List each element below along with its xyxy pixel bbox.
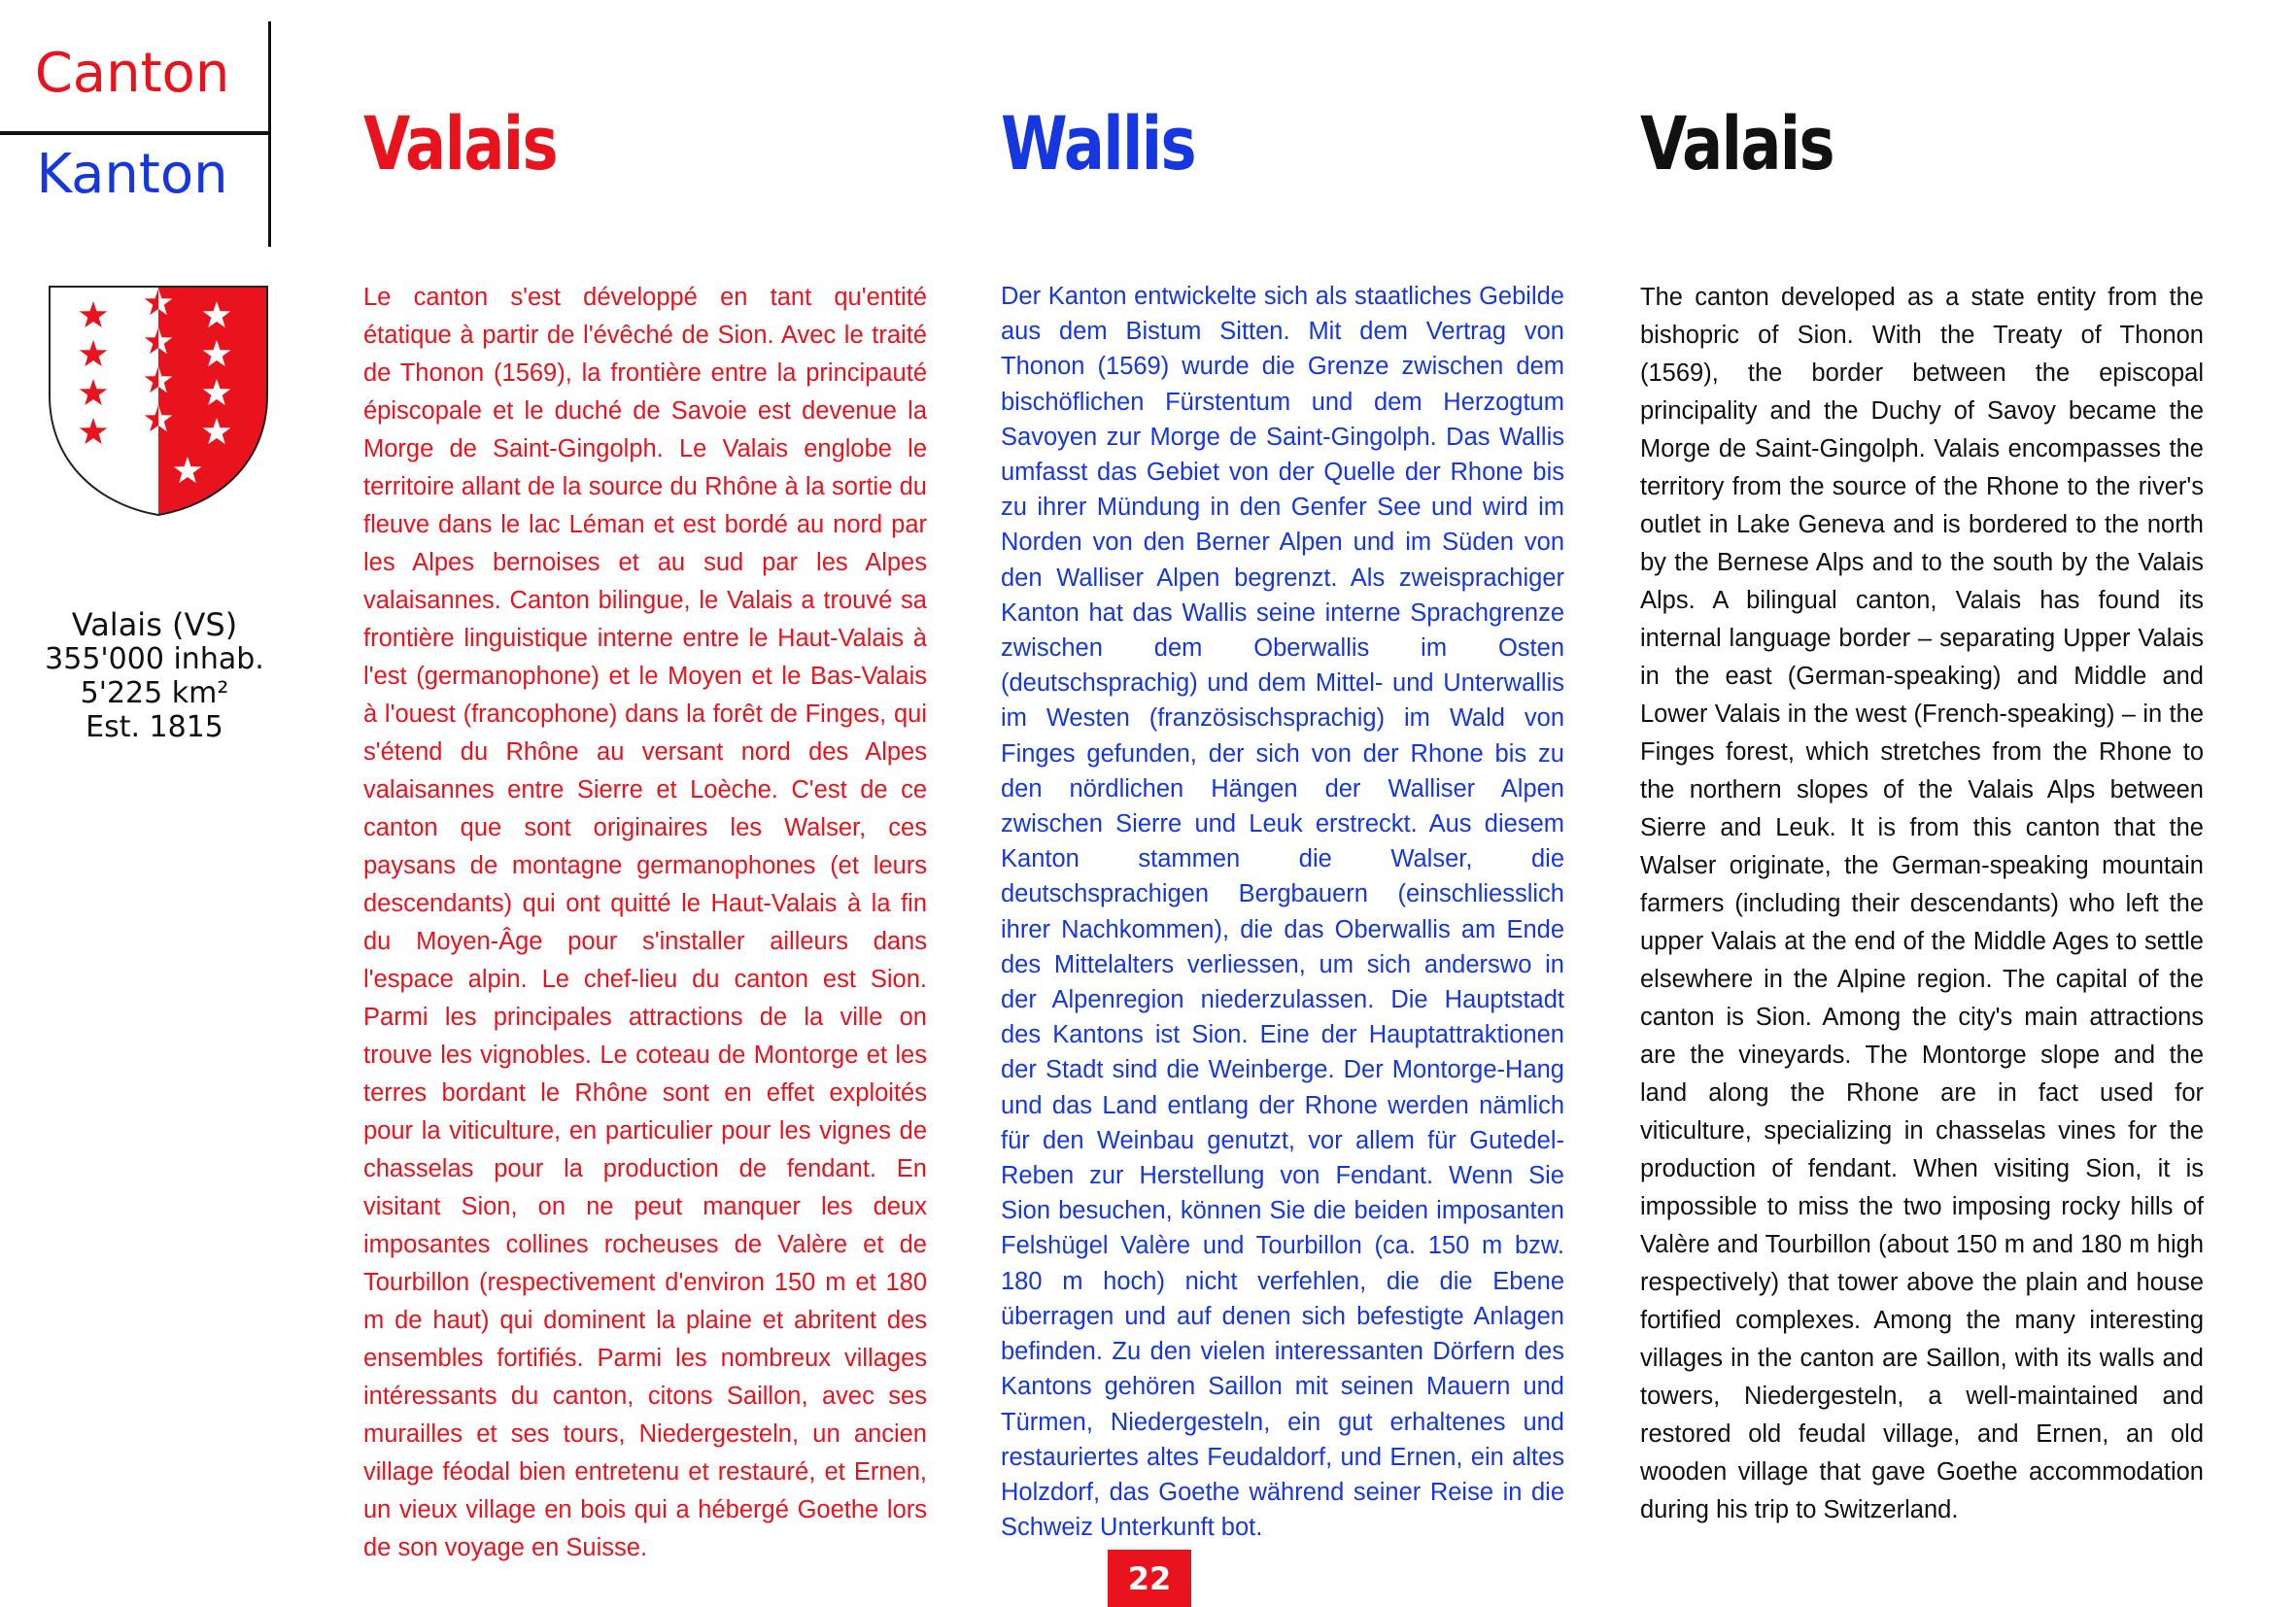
canton-population: 355'000 inhab.: [45, 642, 264, 676]
canton-name: Valais (VS): [71, 606, 238, 643]
title-fr: Valais: [363, 100, 557, 187]
canton-label-fr: Canton: [34, 42, 230, 105]
body-text-en: The canton developed as a state entity from the bishopric of Sion. With the Treaty of Thonon (1569), the border between the episcopal principality and the Duchy of Savoy became the Morge de Saint-Gingolph. Valais encompasses the territory from the source of the Rhone to the river's outlet in Lake Geneva and is bordered to the north by the Bernese Alps and to the south by the Valais Alps. A bilingual canton, Valais has found its internal language border – separating Upper Valais in the east (German-speaking) and Middle and Lower Valais in the west (French-speaking) – in the Finges forest, which stretches from the Rhone to the northern slopes of the Valais Alps between Sierre and Leuk. It is from this canton that the Walser originate, the German-speaking mountain farmers (including their descendants) who left the upper Valais at the end of the Middle Ages to settle elsewhere in the Alpine region. The capital of the canton is Sion. Among the city's main attractions are the vineyards. The Montorge slope and the land along the Rhone are in fact used for viticulture, specializing in chasselas vines for the production of fendant. When visiting Sion, it is impossible to miss the two imposing rocky hills of Valère and Tourbillon (about 150 m and 180 m high respectively) that tower above the plain and house fortified complexes. Among the many interesting villages in the canton are Saillon, with its walls and towers, Niedergesteln, a well-maintained and restored old feudal village, and Ernen, an old wooden village that gave Goethe accommodation during his trip to Switzerland.: [1640, 284, 2204, 1523]
body-text-de: Der Kanton entwickelte sich als staatliches Gebilde aus dem Bistum Sitten. Mit dem Vertrag von Thonon (1569) wurde die Grenze zwischen dem bischöflichen Fürstentum und dem Herzogtum Savoyen zur Morge de Saint-Gingolph. Das Wallis umfasst das Gebiet von der Quelle der Rhone bis zu ihrer Mündung in den Genfer See und wird im Norden von den Berner Alpen und im Süden von den Walliser Alpen begrenzt. Als zweisprachiger Kanton hat das Wallis seine interne Sprachgrenze zwischen dem Oberwallis im Osten (deutschsprachig) und dem Mittel- und Unterwallis im Westen (französischsprachig) im Wald von Finges gefunden, der sich von der Rhone bis zu den nördlichen Hängen der Walliser Alpen zwischen Sierre und Leuk erstreckt. Aus diesem Kanton stammen die Walser, die deutschsprachigen Bergbauern (einschliesslich ihrer Nachkommen), die das Oberwallis am Ende des Mittelalters verliessen, um sich anderswo in der Alpenregion niederzulassen. Die Hauptstadt des Kantons ist Sion. Eine der Hauptattraktionen der Stadt sind die Weinberge. Der Montorge-Hang und das Land entlang der Rhone werden nämlich für den Weinbau genutzt, vor allem für Gutedel-Reben zur Herstellung von Fendant. Wenn Sie Sion besuchen, können Sie die beiden imposanten Felshügel Valère und Tourbillon (ca. 150 m bzw. 180 m hoch) nicht verfehlen, die die Ebene überragen und auf denen sich befestigte Anlagen befinden. Zu den vielen interessanten Dörfern des Kantons gehören Saillon mit seinen Mauern und Türmen, Niedergesteln, ein gut erhaltenes und restauriertes altes Feudaldorf, und Ernen, ein altes Holzdorf, das Goethe während seiner Reise in die Schweiz Unterkunft bot.: [1001, 283, 1564, 1542]
valais-coat-of-arms-icon: [47, 284, 270, 517]
canton-area: 5'225 km²: [80, 676, 229, 710]
header-horizontal-rule: [0, 131, 271, 135]
canton-established: Est. 1815: [86, 710, 223, 744]
title-en: Valais: [1640, 100, 1833, 187]
page-number: 22: [1108, 1550, 1191, 1607]
body-text-fr: Le canton s'est développé en tant qu'entité étatique à partir de l'évêché de Sion. Avec le traité de Thonon (1569), la frontière entre la principauté épiscopale et le duché de Savoie est devenue la Morge de Saint-Gingolph. Le Valais englobe le territoire allant de la source du Rhône à la sortie du fleuve dans le lac Léman et est bordé au nord par les Alpes bernoises et au sud par les Alpes valaisannes. Canton bilingue, le Valais a trouvé sa frontière linguistique interne entre le Haut-Valais à l'est (germanophone) et le Moyen et le Bas-Valais à l'ouest (francophone) dans la forêt de Finges, qui s'étend du Rhône au versant nord des Alpes valaisannes entre Sierre et Loèche. C'est de ce canton que sont originaires les Walser, ces paysans de montagne germanophones (et leurs descendants) qui ont quitté le Haut-Valais à la fin du Moyen-Âge pour s'installer ailleurs dans l'espace alpin. Le chef-lieu du canton est Sion. Parmi les principales attractions de la ville on trouve les vignobles. Le coteau de Montorge et les terres bordant le Rhône sont en effet exploités pour la viticulture, en particulier pour les vignes de chasselas pour la production de fendant. En visitant Sion, on ne peut manquer les deux imposantes collines rocheuses de Valère et de Tourbillon (respectivement d'environ 150 m et 180 m de haut) qui dominent la plaine et abritent des ensembles fortifiés. Parmi les nombreux villages intéressants du canton, citons Saillon, avec ses murailles et ses tours, Niedergesteln, un ancien village féodal bien entretenu et restauré, et Ernen, un vieux village en bois qui a hébergé Goethe lors de son voyage en Suisse.: [363, 284, 927, 1561]
canton-label-de: Kanton: [36, 143, 228, 206]
title-de: Wallis: [1001, 100, 1195, 187]
canton-info: [19, 608, 290, 744]
